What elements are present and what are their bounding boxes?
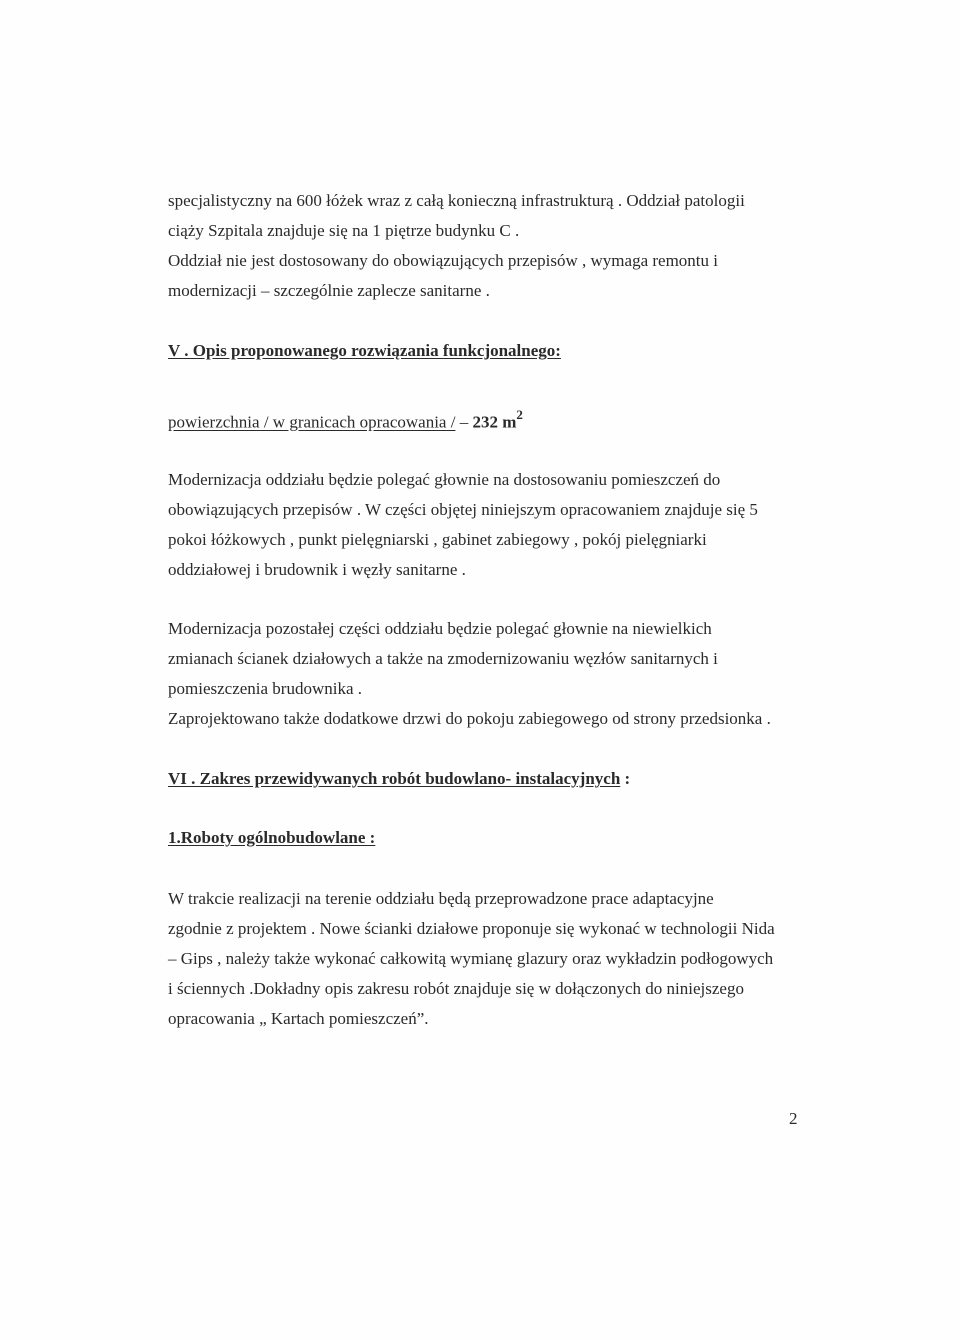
section-6-heading: VI . Zakres przewidywanych robót budowlano- instalacyjnych (168, 769, 621, 788)
intro-line-4: modernizacji – szczególnie zaplecze sanitarne . (168, 281, 490, 300)
para2-line-1: Modernizacja pozostałej części oddziału będzie polegać głownie na niewielkich (168, 619, 712, 638)
area-dash: – (455, 412, 473, 432)
para1-line-1: Modernizacja oddziału będzie polegać głownie na dostosowaniu pomieszczeń do (168, 470, 721, 489)
para1-line-2: obowiązujących przepisów . W części objętej niniejszym opracowaniem znajduje się 5 (168, 500, 758, 519)
para2-line-3: pomieszczenia brudownika . (168, 679, 363, 698)
area-label: powierzchnia / w granicach opracowania / (168, 412, 456, 432)
para3-line-3: – Gips , należy także wykonać całkowitą wymianę glazury oraz wykładzin podłogowych (168, 949, 774, 968)
para2-line-4: Zaprojektowano także dodatkowe drzwi do pokoju zabiegowego od strony przedsionka . (168, 709, 771, 728)
para1-line-3: pokoi łóżkowych , punkt pielęgniarski , gabinet zabiegowy , pokój pielęgniarki (168, 530, 707, 549)
para3-line-4: i ściennych .Dokładny opis zakresu robót znajduje się w dołączonych do niniejszego (168, 979, 744, 998)
para3-line-5: opracowania „ Kartach pomieszczeń”. (168, 1009, 429, 1028)
intro-line-1: specjalistyczny na 600 łóżek wraz z całą konieczną infrastrukturą . Oddział patologii (168, 191, 745, 210)
area-value: 232 m (472, 412, 517, 432)
area-exponent: 2 (516, 407, 523, 422)
intro-line-2: ciąży Szpitala znajduje się na 1 piętrze budynku C . (168, 221, 520, 240)
page-number: 2 (789, 1109, 798, 1128)
para1-line-4: oddziałowej i brudownik i węzły sanitarne . (168, 560, 466, 579)
intro-line-3: Oddział nie jest dostosowany do obowiązujących przepisów , wymaga remontu i (168, 251, 719, 270)
para3-line-2: zgodnie z projektem . Nowe ścianki działowe proponuje się wykonać w technologii Nida (168, 919, 775, 938)
subsection-1-heading: 1.Roboty ogólnobudowlane : (168, 828, 376, 847)
para2-line-2: zmianach ścianek działowych a także na zmodernizowaniu węzłów sanitarnych i (168, 649, 718, 668)
section-6-heading-suffix: : (620, 769, 631, 788)
section-5-heading: V . Opis proponowanego rozwiązania funkcjonalnego: (168, 341, 561, 360)
area-line (168, 407, 523, 433)
para3-line-1: W trakcie realizacji na terenie oddziału będą przeprowadzone prace adaptacyjne (168, 889, 714, 908)
section-6-heading-line (168, 769, 630, 789)
